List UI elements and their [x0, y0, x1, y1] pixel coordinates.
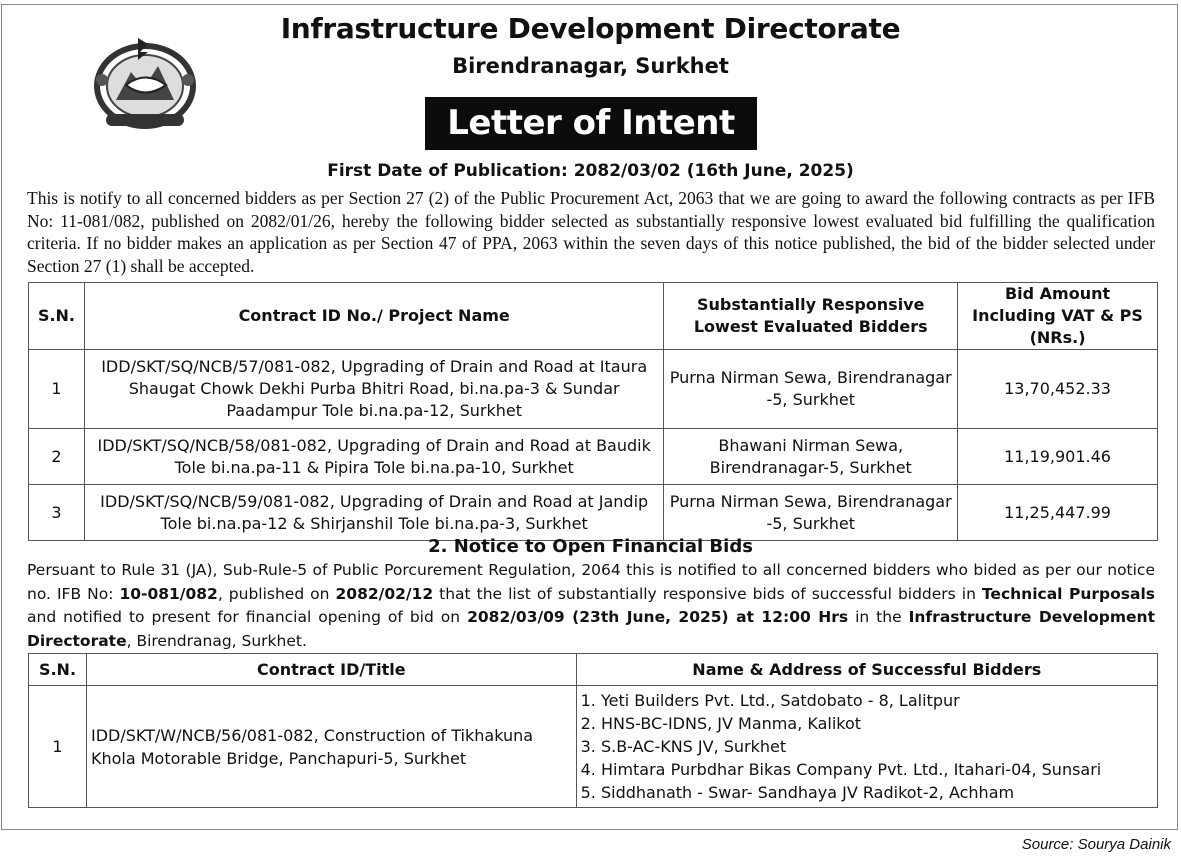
list-item: 3. S.B-AC-KNS JV, Surkhet: [580, 737, 787, 756]
row-amount: 13,70,452.33: [958, 350, 1158, 429]
financial-bid-notice: [27, 559, 1155, 653]
table-row: [29, 485, 1158, 541]
list-item: 1. Yeti Builders Pvt. Ltd., Satdobato - 8, Lalitpur: [580, 691, 960, 710]
row-sn: 1: [29, 686, 87, 808]
list-item: 5. Siddhanath - Swar- Sandhaya JV Radikot-2, Achham: [580, 783, 1015, 802]
row-project: IDD/SKT/SQ/NCB/57/081-082, Upgrading of Drain and Road at Itaura Shaugat Chowk Dekhi Purba Bhitri Road, bi.na.pa-3 & Sundar Paadampur Tole bi.na.pa-12, Surkhet: [84, 350, 663, 429]
award-table-header: [29, 283, 1158, 350]
intro-paragraph: This is notify to all concerned bidders as per Section 27 (2) of the Public Procurement Act, 2063 that we are going to award the following contracts as per IFB No: 11-081/082, published on 2082/01/26, hereby the following bidder selected as substantially responsive lowest evaluated bid fulfilling the qualification criteria. If no bidder makes an application as per Section 47 of PPA, 2063 within the seven days of this notice published, the bid of the bidder selected under Section 27 (1) shall be accepted.: [27, 188, 1155, 276]
row-bidder: Purna Nirman Sewa, Birendranagar -5, Surkhet: [664, 350, 958, 429]
notice-text: and notified to present for financial opening of bid on: [27, 608, 468, 626]
publication-date: First Date of Publication: 2082/03/02 (16th June, 2025): [327, 161, 854, 181]
notice-text: that the list of substantially responsive bids of successful bidders in: [433, 584, 982, 603]
row-project: IDD/SKT/SQ/NCB/58/081-082, Upgrading of Drain and Road at Baudik Tole bi.na.pa-11 & Pipira Tole bi.na.pa-10, Surkhet: [84, 429, 663, 485]
table-row: [29, 429, 1158, 485]
successful-bidders-table: [28, 653, 1158, 808]
nepal-emblem-icon: [86, 30, 204, 134]
notice-text: , published on: [217, 584, 336, 603]
row-amount: 11,25,447.99: [958, 485, 1158, 541]
row-amount: 11,19,901.46: [958, 429, 1158, 485]
table-row: [29, 686, 1158, 808]
row-bidder: Purna Nirman Sewa, Birendranagar -5, Surkhet: [664, 485, 958, 541]
col-bidder: Substantially Responsive Lowest Evaluated Bidders: [664, 283, 958, 350]
row-project: IDD/SKT/SQ/NCB/59/081-082, Upgrading of Drain and Road at Jandip Tole bi.na.pa-12 & Shirjanshil Tole bi.na.pa-3, Surkhet: [84, 485, 663, 541]
col-successful-bidders: Name & Address of Successful Bidders: [576, 654, 1157, 686]
award-table: [28, 282, 1158, 541]
section-2-heading: 2. Notice to Open Financial Bids: [428, 536, 753, 557]
row-bidders-list: [576, 686, 1157, 808]
notice-published-date: 2082/02/12: [335, 584, 434, 603]
source-credit: Source: Sourya Dainik: [1021, 836, 1171, 853]
notice-ifb: 10-081/082: [119, 584, 218, 603]
notice-text: Persuant to Rule 31 (JA), Sub-Rule-5 of Public Porcurement Regulation, 2064 this is notified to all concerned bidders who bided as per our notice no. IFB No:: [27, 561, 1155, 603]
notice-office: Infrastructure Development Directorate: [27, 608, 1155, 650]
row-title: IDD/SKT/W/NCB/56/081-082, Construction of Tikhakuna Khola Motorable Bridge, Panchapuri-5, Surkhet: [86, 686, 576, 808]
list-item: 4. Himtara Purbdhar Bikas Company Pvt. Ltd., Itahari-04, Sunsari: [580, 760, 1102, 779]
col-project: Contract ID No./ Project Name: [84, 283, 663, 350]
office-title: Infrastructure Development Directorate: [280, 12, 901, 45]
row-bidder: Bhawani Nirman Sewa, Birendranagar-5, Surkhet: [664, 429, 958, 485]
row-sn: 3: [29, 485, 85, 541]
row-sn: 1: [29, 350, 85, 429]
notice-text: in the: [848, 608, 909, 626]
letter-of-intent-banner: Letter of Intent: [425, 97, 757, 150]
col-sn: S.N.: [29, 283, 85, 350]
col-sn: S.N.: [29, 654, 87, 686]
notice-opening-date: 2082/03/09 (23th June, 2025) at 12:00 Hrs: [467, 608, 849, 626]
office-location: Birendranagar, Surkhet: [452, 54, 729, 78]
row-sn: 2: [29, 429, 85, 485]
list-item: 2. HNS-BC-IDNS, JV Manma, Kalikot: [580, 714, 862, 733]
table-row: [29, 350, 1158, 429]
notice-text: , Birendranag, Surkhet.: [126, 631, 307, 650]
bidders-table-header: [29, 654, 1158, 686]
notice-technical: Technical Purposals: [981, 584, 1155, 603]
col-amount: Bid Amount Including VAT & PS (NRs.): [958, 283, 1158, 350]
col-title: Contract ID/Title: [86, 654, 576, 686]
